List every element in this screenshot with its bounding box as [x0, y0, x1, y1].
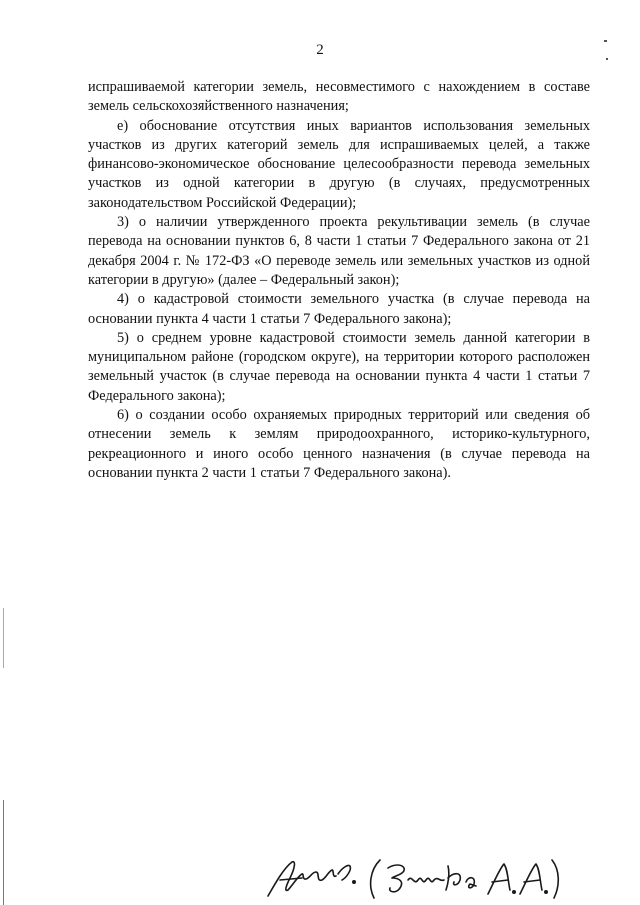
paragraph-item-3: 3) о наличии утвержденного проекта рекультивации земель (в случае перевода на основании пунктов 6, 8 части 1 статьи 7 Федерального закона от 21 декабря 2004 г. № 172-ФЗ «О переводе земель или земельных участков из одной категории в другую» (далее – Федеральный закон);	[88, 214, 590, 288]
paragraph-item-e: е) обоснование отсутствия иных вариантов использования земельных участков из других категорий земель для испрашиваемых целей, а также финансово-экономическое обоснование целесообразности перевода земельных участков из одной категории в другую (в случаях, предусмотренных законодательством Российской Федерации);	[88, 117, 590, 211]
paragraph-item-4: 4) о кадастровой стоимости земельного участка (в случае перевода на основании пункта 4 части 1 статьи 7 Федерального закона);	[88, 291, 590, 327]
scan-edge-mark	[3, 800, 4, 905]
page-number: 2	[316, 42, 324, 58]
scan-dot-mark	[604, 40, 607, 42]
scan-edge-mark	[3, 608, 4, 668]
document-body	[88, 78, 590, 483]
paragraph-item-6: 6) о создании особо охраняемых природных территорий или сведения об отнесении земель к землям природоохранного, историко-культурного, рекреационного и иного особо ценного назначения (в случае перевода на основании пункта 2 части 1 статьи 7 Федерального закона).	[88, 407, 590, 481]
scan-dot-mark	[606, 58, 608, 60]
paragraph-item-5: 5) о среднем уровне кадастровой стоимости земель данной категории в муниципальном районе (городском округе), на территории которого расположен земельный участок (в случае перевода на основании пункта 4 части 1 статьи 7 Федерального закона);	[88, 329, 590, 404]
handwritten-signature	[262, 852, 562, 902]
paragraph-continuation: испрашиваемой категории земель, несовместимого с нахождением в составе земель сельскохозяйственного назначения;	[88, 79, 590, 115]
